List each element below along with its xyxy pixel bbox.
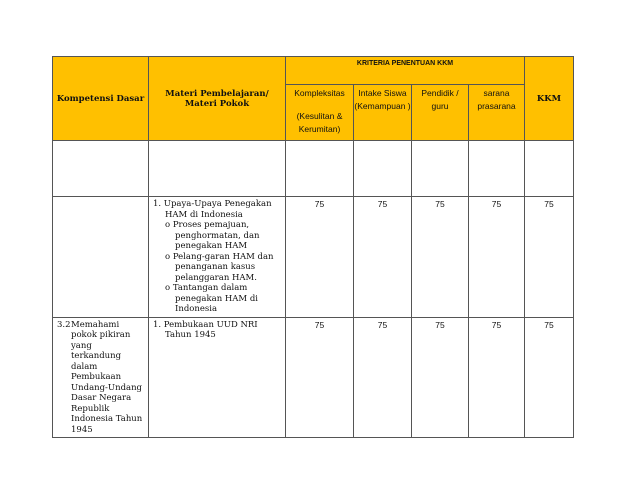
kompleksitas-label: Kompleksitas: [294, 88, 345, 98]
pendidik-value: 75: [412, 197, 469, 318]
kompleksitas-value: 75: [286, 317, 354, 438]
table-row-pembukaan: [53, 317, 574, 438]
materi-subitem: o Proses pemajuan, penghormatan, dan penegakan HAM: [165, 220, 260, 251]
empty-cell: [525, 141, 574, 197]
materi-item-1: 1. Upaya-Upaya Penegakan HAM di Indonesia: [153, 199, 272, 220]
empty-cell: [354, 141, 412, 197]
kkm-table: [52, 56, 574, 438]
kd-cell-empty: [53, 197, 149, 318]
header-kompleksitas: [286, 85, 354, 141]
header-intake: [354, 85, 412, 141]
header-sarana: sarana prasarana: [469, 85, 525, 141]
materi-cell: [149, 197, 286, 318]
table-row-ham: [53, 197, 574, 318]
intake-value: 75: [354, 197, 412, 318]
kemampuan-label: (Kemampuan ): [354, 101, 411, 111]
empty-cell: [149, 141, 286, 197]
kesulitan-label: (Kesulitan & Kerumitan): [296, 111, 343, 134]
kkm-value: 75: [525, 197, 574, 318]
kd-number: 3.2: [57, 319, 71, 330]
kd-text: Memahami pokok pikiran yang terkandung dalam Pembukaan Undang-Undang Dasar Negara Republik Indonesia Tahun 1945: [71, 319, 143, 435]
header-materi: Materi Pembelajaran/ Materi Pokok: [149, 57, 286, 141]
kkm-value: 75: [525, 317, 574, 438]
intake-value: 75: [354, 317, 412, 438]
header-kriteria: KRITERIA PENENTUAN KKM: [286, 57, 525, 85]
materi-item-1: 1. Pembukaan UUD NRI Tahun 1945: [153, 319, 258, 340]
header-kkm: KKM: [525, 57, 574, 141]
materi-cell: [149, 317, 286, 438]
empty-cell: [412, 141, 469, 197]
empty-row: [53, 141, 574, 197]
header-row-1: [53, 57, 574, 85]
kompleksitas-value: 75: [286, 197, 354, 318]
materi-subitem: o Pelang-garan HAM dan penanganan kasus pelanggaran HAM.: [165, 251, 274, 283]
sarana-value: 75: [469, 197, 525, 318]
sarana-value: 75: [469, 317, 525, 438]
empty-cell: [286, 141, 354, 197]
materi-subitem: o Tantangan dalam penegakan HAM di Indonesia: [165, 283, 258, 314]
header-pendidik: Pendidik / guru: [412, 85, 469, 141]
intake-label: Intake Siswa: [358, 88, 407, 98]
empty-cell: [469, 141, 525, 197]
header-kompetensi: Kompetensi Dasar: [53, 57, 149, 141]
kd-cell: [53, 317, 149, 438]
pendidik-value: 75: [412, 317, 469, 438]
empty-cell: [53, 141, 149, 197]
